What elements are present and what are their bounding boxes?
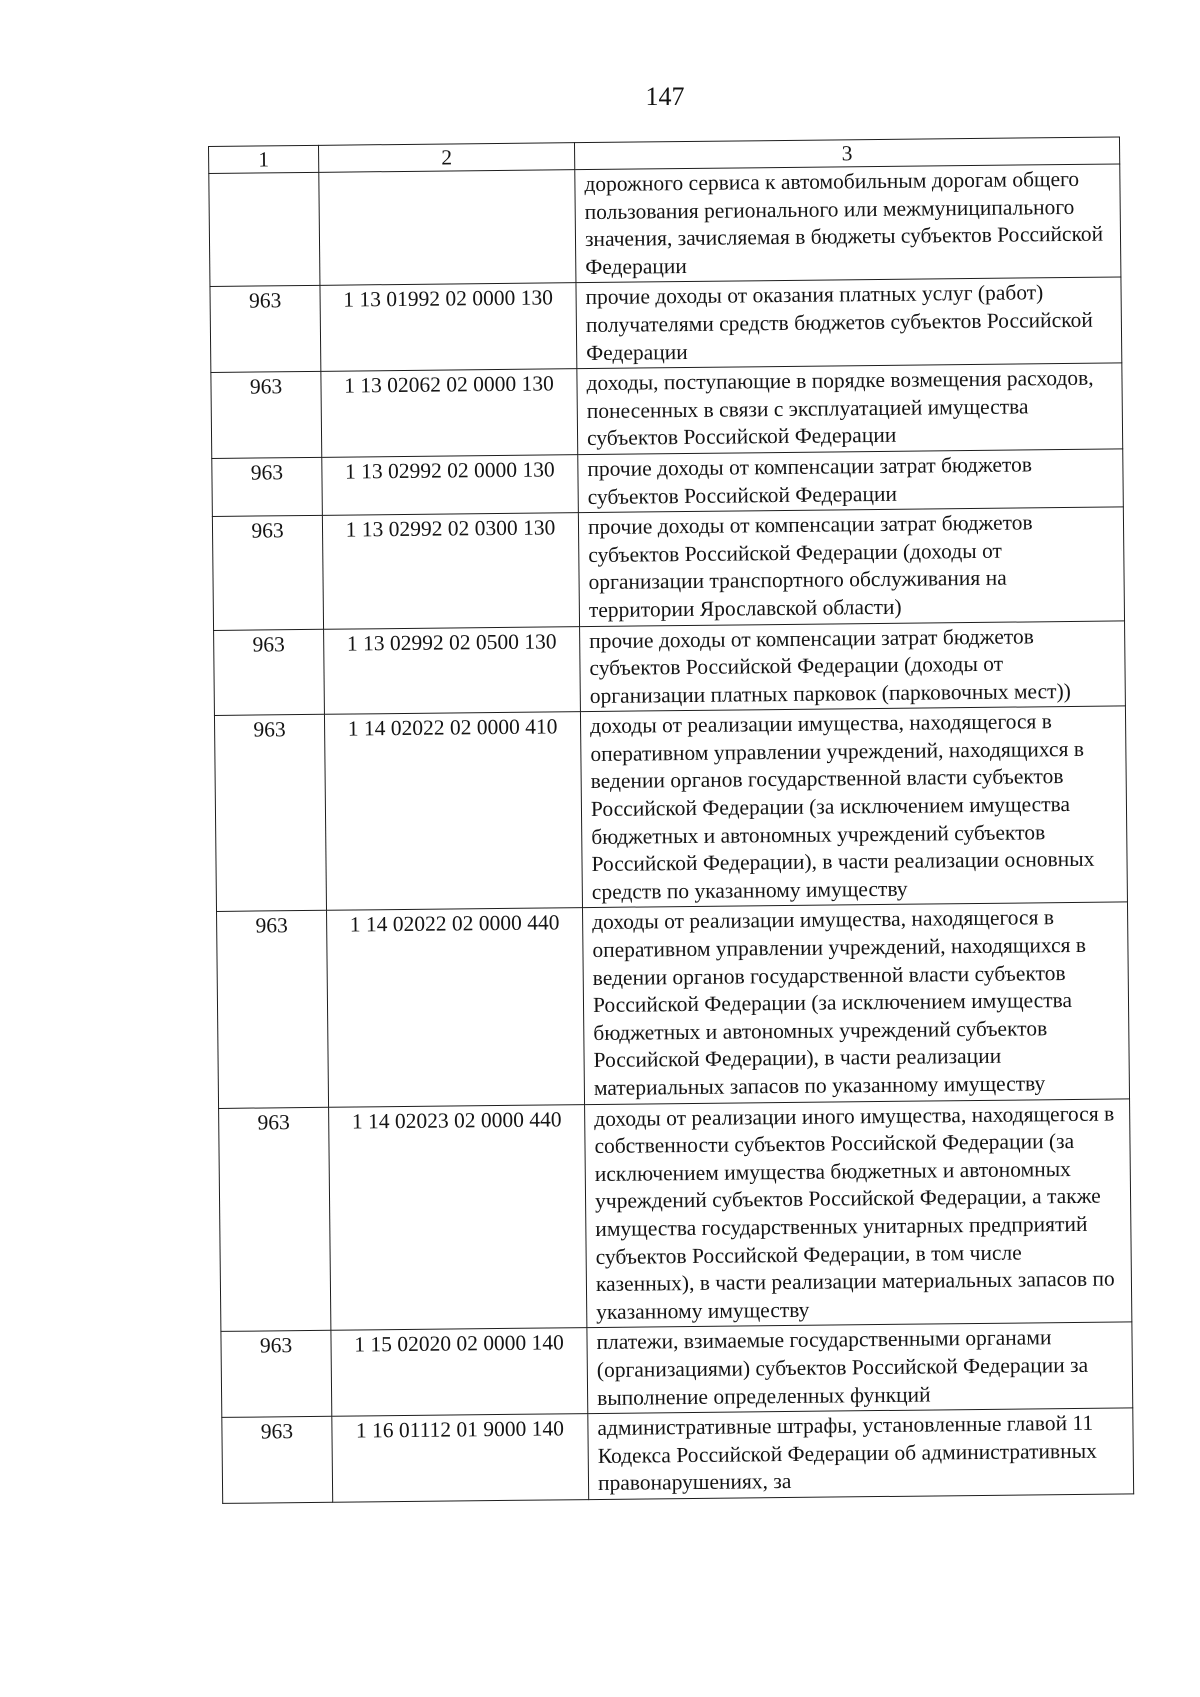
budget-code-cell: 1 16 01112 01 9000 140 (332, 1414, 589, 1502)
admin-code-cell: 963 (214, 715, 326, 912)
revenue-codes-table (208, 136, 1134, 1503)
header-col-2: 2 (318, 143, 574, 173)
table-row (209, 164, 1121, 287)
revenue-name-cell: прочие доходы от компенсации затрат бюджетов субъектов Российской Федерации (578, 449, 1124, 513)
budget-code-cell: 1 13 02992 02 0000 130 (322, 455, 579, 516)
admin-code-cell: 963 (214, 629, 325, 716)
budget-code-cell: 1 13 02992 02 0300 130 (322, 513, 579, 629)
table-row (212, 507, 1124, 630)
budget-code-cell: 1 13 02062 02 0000 130 (321, 369, 578, 457)
revenue-name-cell: прочие доходы от компенсации затрат бюджетов субъектов Российской Федерации (доходы от организации транспортного обслуживания на территории Ярославской области) (578, 507, 1124, 626)
budget-code-cell: 1 13 01992 02 0000 130 (320, 283, 577, 371)
admin-code-cell: 963 (219, 1107, 331, 1332)
revenue-name-cell: дорожного сервиса к автомобильным дорогам общего пользования регионального или межмуниципального значения, зачисляемая в бюджеты субъектов Российской Федерации (575, 164, 1121, 283)
table-row (214, 620, 1126, 715)
admin-code-cell: 963 (212, 457, 323, 516)
revenue-name-cell: доходы, поступающие в порядке возмещения расходов, понесенных в связи с эксплуатацией имущества субъектов Российской Федерации (577, 363, 1123, 454)
admin-code-cell: 963 (217, 911, 329, 1108)
table-row (210, 277, 1122, 372)
revenue-name-cell: прочие доходы от компенсации затрат бюджетов субъектов Российской Федерации (доходы от организации платных парковок (парковочных мест)) (580, 620, 1126, 711)
revenue-name-cell: прочие доходы от оказания платных услуг (работ) получателями средств бюджетов субъектов Российской Федерации (576, 277, 1122, 368)
revenue-name-cell: доходы от реализации имущества, находящегося в оперативном управлении учреждений, находящихся в ведении органов государственной власти субъектов Российской Федерации (за исключением имущества бюджетных и автономных учреждений субъектов Российской Федерации), в части реализации основных средств по указанному имуществу (580, 706, 1127, 908)
admin-code-cell: 963 (211, 371, 322, 458)
admin-code-cell: 963 (222, 1416, 333, 1503)
header-col-3: 3 (574, 137, 1119, 170)
table-row (214, 706, 1127, 912)
table-row (222, 1408, 1134, 1503)
revenue-name-cell: доходы от реализации иного имущества, находящегося в собственности субъектов Российской Федерации (за исключением имущества бюджетных и автономных учреждений субъектов Российской Федерации, а также имущества государственных унитарных предприятий субъектов Российской Федерации, в том числе казенных), в части реализации материальных запасов по указанному имуществу (585, 1098, 1132, 1327)
budget-code-cell: 1 15 02020 02 0000 140 (331, 1328, 588, 1416)
revenue-name-cell: административные штрафы, установленные главой 11 Кодекса Российской Федерации об административных правонарушениях, за (588, 1408, 1134, 1499)
table-row (221, 1322, 1133, 1417)
budget-code-cell: 1 14 02022 02 0000 440 (327, 908, 585, 1107)
table-body (209, 164, 1134, 1503)
table-row (211, 363, 1123, 458)
revenue-name-cell: доходы от реализации имущества, находящегося в оперативном управлении учреждений, находящихся в ведении органов государственной власти субъектов Российской Федерации (за исключением имущества бюджетных и автономных учреждений субъектов Российской Федерации), в части реализации материальных запасов по указанному имуществу (583, 902, 1130, 1104)
page-number: 147 (645, 82, 685, 111)
budget-code-cell: 1 14 02023 02 0000 440 (329, 1104, 587, 1330)
admin-code-cell (209, 172, 320, 287)
revenue-name-cell: платежи, взимаемые государственными органами (организациями) субъектов Российской Федерации за выполнение определенных функций (587, 1322, 1133, 1413)
table-row (217, 902, 1130, 1108)
budget-code-cell: 1 13 02992 02 0500 130 (324, 626, 581, 714)
header-col-1: 1 (209, 145, 319, 173)
admin-code-cell: 963 (212, 515, 323, 630)
admin-code-cell: 963 (210, 286, 321, 373)
budget-code-cell: 1 14 02022 02 0000 410 (324, 712, 582, 911)
table-row (219, 1098, 1132, 1331)
admin-code-cell: 963 (221, 1331, 332, 1418)
budget-code-cell (319, 170, 576, 286)
table-row (212, 449, 1124, 517)
